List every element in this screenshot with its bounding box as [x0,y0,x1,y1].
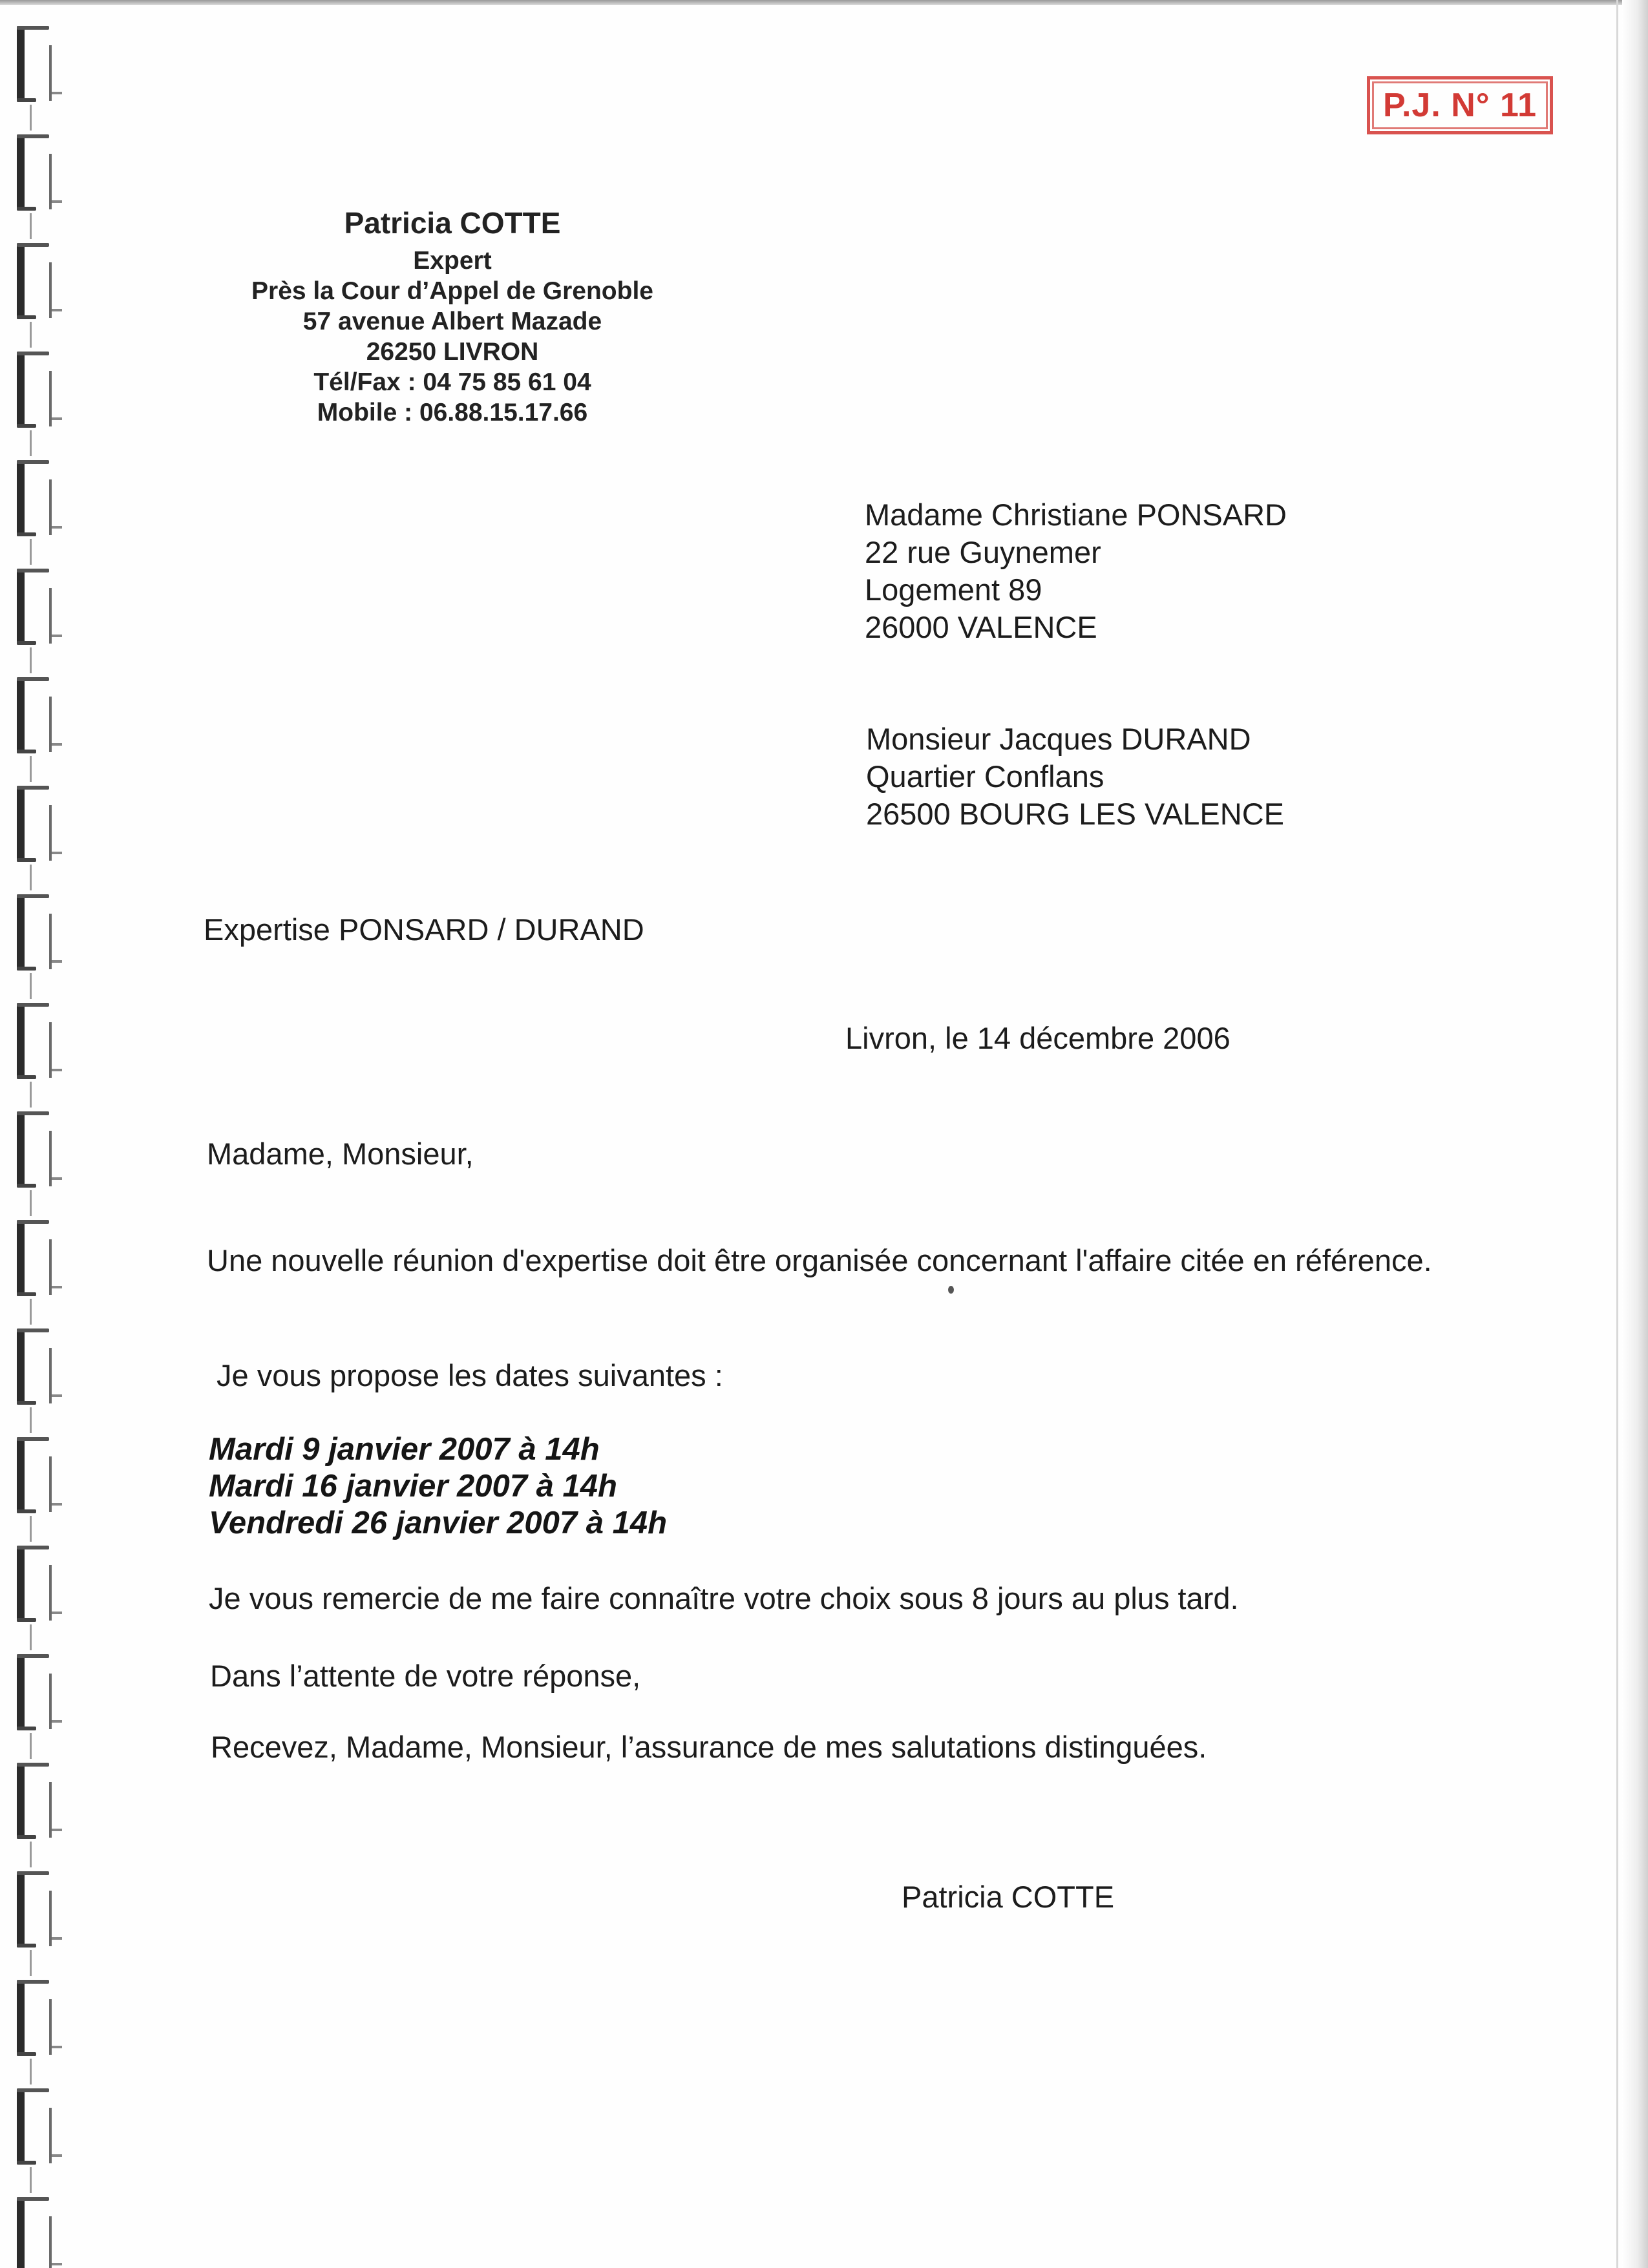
binding-ring-part [17,315,36,319]
binding-ring-part [17,1618,36,1622]
binding-ring-part [17,1763,49,1767]
binding-ring-part [17,786,49,790]
binding-ring-part [17,967,36,971]
binding-ring-part [52,526,62,529]
binding-ring-part [52,2154,62,2157]
sender-city: 26250 LIVRON [366,338,539,366]
binding-ring [12,1322,54,1406]
binding-ring [12,1973,54,2057]
dates-intro: Je vous propose les dates suivantes : [217,1358,723,1392]
binding-ring-part [17,98,36,102]
binding-ring-part [17,134,25,211]
binding-ring-part [17,1328,25,1405]
binding-ring-part [17,786,25,862]
binding-ring-part [52,2263,62,2265]
attachment-stamp: P.J. N° 11 [1367,76,1553,134]
binding-ring-part [17,460,25,536]
binding-ring [12,1648,54,1732]
binding-ring [12,562,54,646]
binding-ring-part [52,417,62,420]
binding-ring-part [17,1546,25,1622]
binding-ring-part [17,1944,36,1948]
binding-pin [30,1407,32,1433]
salutation: Madame, Monsieur, [207,1137,474,1171]
scan-right-edge-line [1616,0,1618,2268]
binding-ring-part [17,1980,49,1984]
binding-ring [12,671,54,755]
scan-speck [948,1286,954,1294]
binding-ring-part [52,309,62,311]
binding-ring-part [17,243,49,247]
recipient-2-name: Monsieur Jacques DURAND [866,722,1251,756]
binding-ring-part [17,1654,49,1658]
binding-pin [30,1299,32,1325]
binding-ring-part [17,1980,25,2056]
binding-ring-part [17,569,25,645]
binding-ring [12,1431,54,1515]
binding-ring-part [17,2197,25,2268]
binding-ring-part [17,569,49,572]
body-thanks: Je vous remercie de me faire connaître votre choix sous 8 jours au plus tard. [209,1581,1239,1615]
binding-ring-part [52,1937,62,1940]
binding-ring-part [17,1401,36,1405]
recipient-1-unit: Logement 89 [865,572,1042,607]
binding-pin [30,105,32,131]
binding-ring [12,1756,54,1840]
binding-ring-part [52,1177,62,1180]
binding-ring [12,888,54,972]
binding-ring-part [17,26,25,102]
binding-ring-part [17,1220,25,1296]
binding-pin [30,756,32,782]
binding-ring-part [17,1184,36,1188]
binding-ring-part [17,1763,25,1839]
binding-ring-part [52,1503,62,1506]
binding-ring-part [17,26,49,30]
binding-ring-part [17,424,36,428]
binding-ring-part [52,2046,62,2048]
binding-ring-part [17,1437,49,1441]
binding-ring-part [17,677,49,681]
binding-ring-part [52,743,62,746]
binding-ring-part [17,2161,36,2165]
sender-street: 57 avenue Albert Mazade [302,308,602,335]
binding-ring-part [52,852,62,854]
binding-pin [30,1516,32,1542]
binding-pin [30,1082,32,1108]
binding-ring-part [52,200,62,203]
proposed-date-2: Mardi 16 janvier 2007 à 14h [209,1469,617,1504]
binding-pin [30,1950,32,1976]
binding-ring-part [52,960,62,963]
spiral-binding [0,0,71,2268]
sender-title: Expert [413,247,492,275]
letter-subject: Expertise PONSARD / DURAND [204,912,644,947]
binding-ring-part [17,894,49,898]
binding-ring-part [52,1612,62,1614]
binding-ring-part [17,1111,25,1188]
proposed-date-1: Mardi 9 janvier 2007 à 14h [209,1432,600,1467]
binding-ring-part [17,352,25,428]
binding-pin [30,865,32,890]
binding-ring-part [17,1075,36,1079]
binding-pin [30,1733,32,1759]
binding-ring-part [17,1871,25,1948]
binding-ring-part [17,1003,49,1007]
binding-ring-part [17,2052,36,2056]
binding-ring-part [17,532,36,536]
binding-ring-part [17,1727,36,1730]
signature-name: Patricia COTTE [902,1880,1115,1914]
binding-ring-part [17,1509,36,1513]
binding-pin [30,973,32,999]
body-waiting: Dans l’attente de votre réponse, [210,1659,641,1693]
scan-top-edge [0,0,1648,5]
binding-ring [12,236,54,320]
sender-letterhead [194,200,711,428]
binding-ring-part [17,641,36,645]
binding-pin [30,1842,32,1867]
binding-ring-part [17,134,49,138]
binding-ring-part [52,1720,62,1723]
binding-ring-part [17,858,36,862]
binding-ring-part [17,1654,25,1730]
binding-pin [30,1624,32,1650]
binding-ring-part [17,677,25,753]
binding-ring-part [52,635,62,637]
binding-ring-part [17,1292,36,1296]
binding-ring [12,1539,54,1623]
binding-ring [12,1105,54,1189]
binding-ring [12,2190,54,2268]
binding-ring-part [52,1394,62,1397]
binding-pin [30,2059,32,2084]
closing-formula: Recevez, Madame, Monsieur, l’assurance de mes salutations distinguées. [211,1730,1207,1764]
binding-ring-part [17,1871,49,1875]
proposed-date-3: Vendredi 26 janvier 2007 à 14h [209,1506,668,1540]
binding-ring [12,19,54,103]
recipient-address-1 [865,496,1287,646]
binding-pin [30,430,32,456]
binding-ring [12,2082,54,2166]
recipient-1-city: 26000 VALENCE [865,610,1097,644]
binding-pin [30,2167,32,2193]
binding-ring-part [17,1437,25,1513]
binding-ring [12,1865,54,1949]
binding-ring-part [17,2088,25,2165]
binding-ring-part [17,2088,49,2092]
binding-ring [12,345,54,429]
binding-ring-part [17,243,25,319]
binding-ring-part [52,1829,62,1831]
proposed-dates-list [209,1431,667,1542]
binding-ring-part [17,352,49,355]
binding-ring-part [52,92,62,94]
recipient-2-city: 26500 BOURG LES VALENCE [866,797,1284,831]
binding-ring-part [17,894,25,971]
binding-ring-part [17,1546,49,1549]
place-and-date: Livron, le 14 décembre 2006 [845,1021,1231,1055]
body-paragraph-meeting: Une nouvelle réunion d'expertise doit être organisée concernant l'affaire citée en référence. [207,1243,1432,1277]
binding-ring [12,128,54,212]
binding-ring-part [17,1328,49,1332]
recipient-1-street: 22 rue Guynemer [865,535,1101,569]
binding-ring-part [17,207,36,211]
binding-ring-part [17,750,36,753]
binding-ring [12,1213,54,1297]
binding-ring-part [52,1286,62,1288]
recipient-1-name: Madame Christiane PONSARD [865,498,1287,532]
binding-pin [30,322,32,348]
recipient-2-district: Quartier Conflans [866,759,1104,793]
recipient-address-2 [866,720,1284,833]
sender-phone-fax: Tél/Fax : 04 75 85 61 04 [313,368,591,396]
binding-pin [30,213,32,239]
scan-right-edge [1622,0,1648,2268]
binding-ring-part [17,2197,49,2201]
binding-pin [30,647,32,673]
binding-ring-part [52,1069,62,1071]
sender-name: Patricia COTTE [344,206,561,240]
binding-ring [12,454,54,538]
binding-ring-part [17,1835,36,1839]
binding-ring-part [17,1003,25,1079]
binding-ring [12,779,54,863]
binding-ring-part [17,1220,49,1224]
sender-court: Près la Cour d’Appel de Grenoble [251,277,653,305]
binding-pin [30,1190,32,1216]
binding-ring [12,996,54,1080]
sender-mobile: Mobile : 06.88.15.17.66 [317,399,588,426]
binding-ring-part [17,460,49,464]
binding-ring-part [49,2216,52,2268]
binding-pin [30,539,32,565]
binding-ring-part [17,1111,49,1115]
